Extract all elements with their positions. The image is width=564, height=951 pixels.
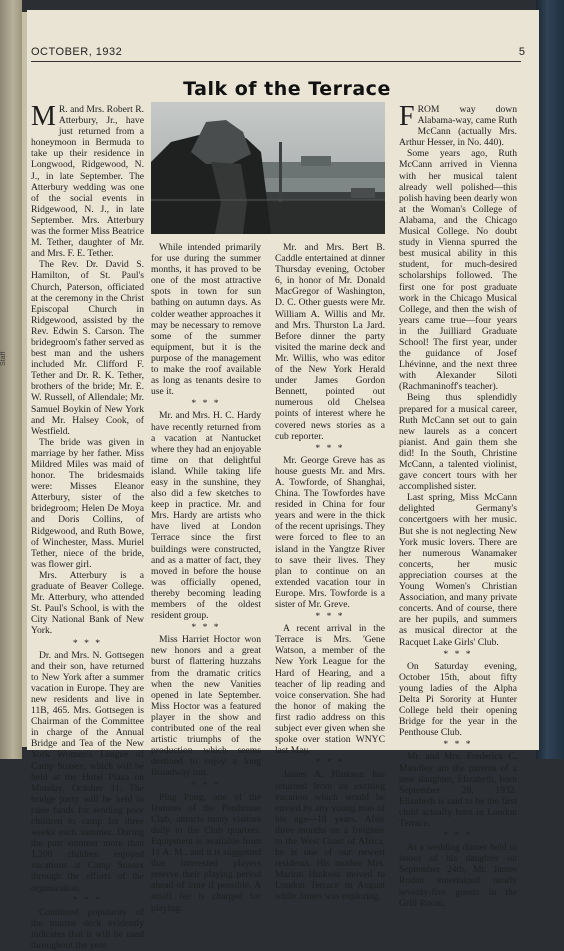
issue-date: OCTOBER, 1932: [31, 46, 123, 58]
paragraph: At a wedding dinner held in honor of his daughter on September 24th, Mr. James Roden entertained nearly seventy-five guests in the Grill Room.: [399, 842, 517, 909]
paragraph: On Saturday evening, October 15th, about fifty young ladies of the Alpha Delta Pi Sorority at Hunter College held their opening Bridge for the year in the Penthouse Club.: [399, 660, 517, 739]
column-1: [31, 101, 144, 951]
paragraph: While intended primarily for use during the summer months, it has proved to be one of the most attractive spots in town for sun bathing on autumn days. As colder weather approaches it may be necessary to remove some of the summer equipment, but it is the purpose of the management to make the roof available as long as tenants desire to use it.: [151, 242, 262, 398]
section-divider: * * *: [443, 739, 473, 751]
column-2: [151, 242, 261, 914]
section-divider: * * *: [72, 637, 103, 649]
paragraph: Mr. and Mrs. Frederick C. Mandley are the parents of a new daughter, Elizabeth, born September 28, 1932. Elizabeth is said to be the first child actually born in London Terrace.: [399, 751, 517, 829]
section-divider: * * *: [443, 648, 473, 660]
section-divider: * * *: [315, 757, 345, 769]
paragraph: Mr. and Mrs. H. C. Hardy have recently returned from a vacation at Nantucket where they had an enjoyable time on that delightful island. While taking life easy in the sunshine, they also did a few sketches to keep in practice. Mr. and Mrs. Hardy are artists who have lived at London Terrace since the first buildings were constructed, and as a matter of fact, they moved in before the house was officially opened, thereby becoming leading members of the oldest resident group.: [151, 410, 261, 622]
photo-image: [151, 102, 385, 234]
paragraph: The Rev. Dr. David S. Hamilton, of St. Paul's Church, Paterson, officiated at the ceremony in the Christ Episcopal Church in Ridgewood, assisted by the Rev. Edwin S. Carson. The bridegroom's father served as best man and the ushers included Mr. Clifford F. Tether and Dr. R. K. Tether, brothers of the bride; Mr. E. W. Russell, of Allendale; Mr. Samuel Boykin of New York and Mr. Halsey Cook, of Westfield.: [31, 259, 144, 437]
paragraph: Continued popularity of the marine deck evidently indicates that it will be used throughout the year.: [31, 906, 144, 951]
book-binding: [0, 0, 22, 759]
page-title: Talk of the Terrace: [183, 78, 391, 100]
paragraph: Mr. and Mrs. Bert B. Caddle entertained at dinner Thursday evening, October 6, in honor of Mr. Donald MacGregor of Washington, D. C. Other guests were Mr. William A. Willis and Mr. and Mrs. Thurston La Jard. Before dinner the party visited the marine deck and Mr. Willis, who was editor of the New York Herald under James Gordon Bennett, pointed out numerous old Chelsea points of interest where he covered news stories as a cub reporter.: [275, 242, 385, 442]
paragraph: Mrs. Atterbury is a graduate of Beaver College. Mr. Atterbury, who attended St. Paul's School, is with the City National Bank of New York.: [31, 569, 144, 637]
page-number: 5: [518, 46, 525, 58]
section-divider: * * *: [191, 622, 221, 634]
paragraph: Ping Pong, one of the features of the Penthouse Club, attracts many visitors daily to the Club quarters. Equipment is available from 11 A. M., and it is suggested that interested players reserve their playing period ahead of time if possible. A small fee is charged for playing.: [151, 791, 261, 914]
paragraph: R. and Mrs. Robert R. Atterbury, Jr., have just returned from a honeymoon in Bermuda to take up their residence in Longwood, Ridgewood, N. J., in late September. The Atterbury wedding was one of the social events in Ridgewood, N. J., in late September. Mrs. Atterbury was the former Miss Beatrice M. Tether, daughter of Mr. and Mrs. F. E. Tether.: [31, 104, 144, 260]
paragraph: ROM way down Alabama-way, came Ruth McCann (actually Mrs. Arthur Hesser, in No. 440).: [399, 104, 517, 149]
drop-cap: M: [31, 101, 56, 132]
section-divider: * * *: [191, 398, 221, 410]
section-divider: * * *: [191, 779, 221, 791]
section-divider: * * *: [315, 611, 345, 623]
column-4: [399, 101, 517, 909]
margin-note: Staff: [0, 351, 7, 366]
paragraph: Being thus splendidly prepared for a musical career, Ruth McCann set out to gain new laurels as a concert pianist. And gain them she did! In the South, Christine McCann, a talented violinist, gave concert tours with her accomplished sister.: [399, 392, 517, 493]
section-divider: * * *: [315, 442, 345, 454]
paragraph: Dr. and Mrs. N. Gottsegen and their son, have returned to New York after a summer vacation in Europe. They are new residents and live in 11B, 465. Mrs. Gottsegen is Chairman of the Committee in charge of the Annual Bridge and Tea of the New York Women's League of Camp Sussex, which will be held at the Hotel Plaza on Monday, October 31. The bridge party will be held to raise funds for sending poor children to camp for three weeks each summer. During the past summer more than 1,200 children enjoyed vacations at Camp Sussex through the efforts of the organization.: [31, 649, 144, 894]
paragraph: Mr. George Greve has as house guests Mr. and Mrs. A. Towforde, of Shanghai, China. The Towfordes have resided in China for four years and were in the thick of the recent uprisings. They were forced to flee to an island in the Yangtze River to save their lives. They plan to continue on an extended vacation tour in Europe. Mrs. Towforde is a sister of Mr. Greve.: [275, 454, 385, 610]
column-3: [275, 242, 385, 903]
header-rule: [31, 61, 521, 62]
page-header: [27, 46, 539, 62]
section-divider: * * *: [72, 894, 103, 906]
terrace-photo: [151, 102, 385, 234]
paragraph: The bride was given in marriage by her father. Miss Mildred Miles was maid of honor. The bridesmaids were: Misses Eleanor Atterbury, sister of the bridegroom; Helen De Moya and Doris Collins, of Ridgewood, and Ruth Bowe, of Winchester, Mass. Muriel Tether, niece of the bride, was flower girl.: [31, 436, 144, 570]
paragraph: Last spring, Miss McCann delighted Germany's concertgoers with her music. But she is not neglecting New York music lovers. There are her numerous Wanamaker concerts, her music appreciation courses at the Young Women's Christian Association, and many private concerts. And of course, there are her pupils, and summers as musical director at the Racquet Lake Girls' Club.: [399, 492, 517, 648]
paragraph: Miss Harriet Hoctor won new honors and a great burst of flattering huzzahs from the dramatic critics when the new Vanities opened in late September. Miss Hoctor was a featured player in the show and contributed one of the real artistic triumphs of the production which seems destined to enjoy a long Broadway run.: [151, 634, 261, 779]
section-divider: * * *: [443, 830, 473, 842]
paragraph: A recent arrival in the Terrace is Mrs. 'Gene Watson, a member of the New York League for the Hard of Hearing, and a teacher of lip reading and voice conservation. She had the honor of making the first radio address on this subject ever given when she spoke over station WNYC last May.: [275, 623, 385, 757]
magazine-page: [27, 10, 539, 951]
book-cover: [536, 0, 564, 759]
paragraph: Some years ago, Ruth McCann arrived in Vienna with her musical talent already well polished—this polish having been dearly won at the Woman's College of Alabama, and the Chicago Musical College. No doubt study in Vienna spurred the best musical ability in this student, for much-desired scholarships followed. The first one for post graduate work in the Chicago Musical College, and then the wish of years came true—four years in the Juilliard Graduate School! The first year, under the guidance of Josef Lhévinne, and the next three with Alexander Siloti (Rachmaninoff's teacher).: [399, 148, 517, 393]
paragraph: James A. Hinkson has returned from an exciting vacation which would be envied by any young man of his age—18 years. After three months on a freighter to the West Coast of Africa, he is one of our newest residents. His mother Mrs. Marion Hinkson moved to London Terrace in August while James was exploring.: [275, 769, 385, 903]
drop-cap: F: [399, 101, 415, 132]
